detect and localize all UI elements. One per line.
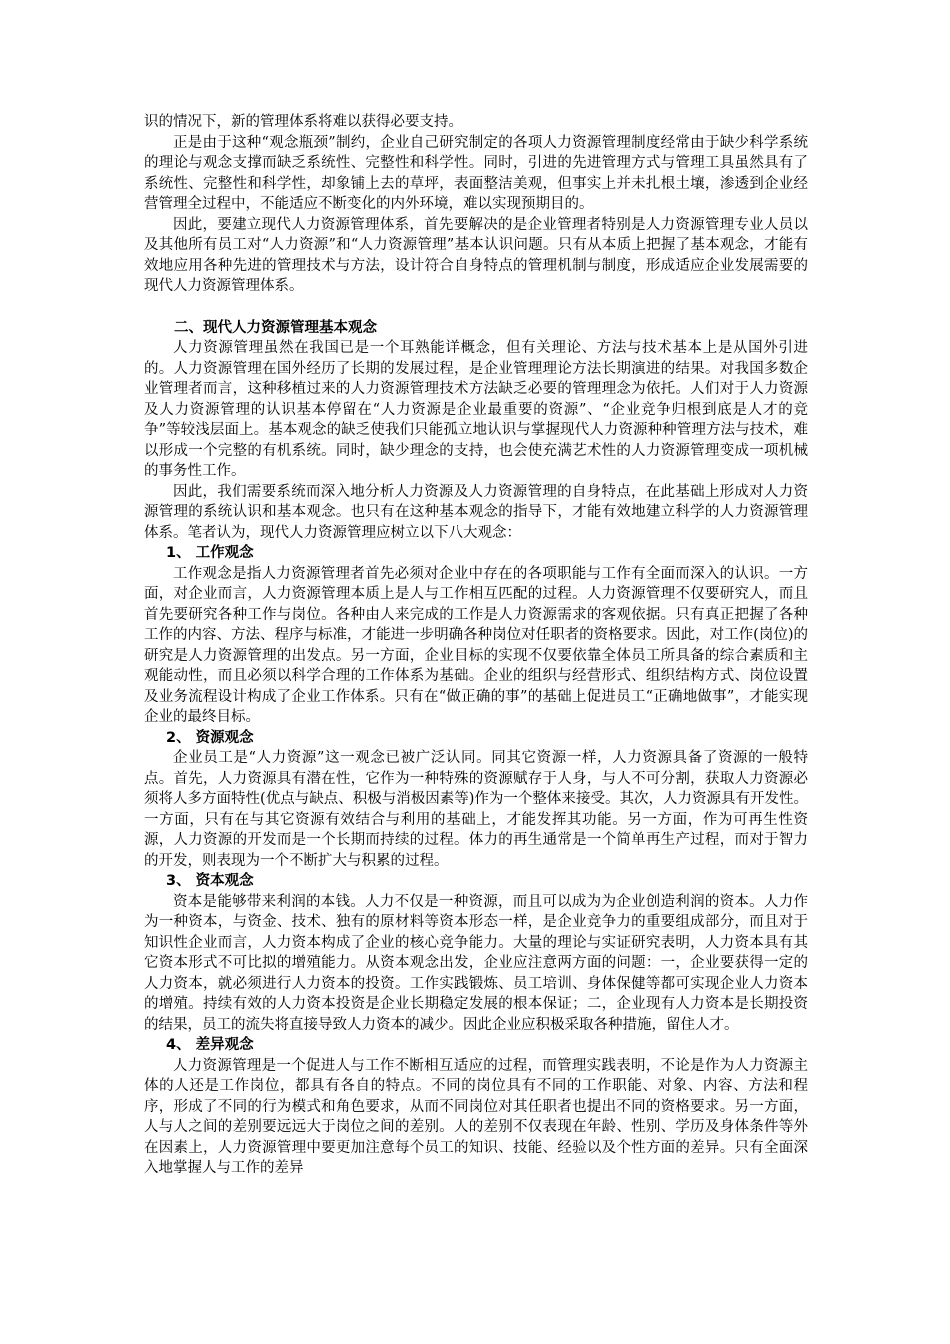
paragraph-difference-concept: 人力资源管理是一个促进人与工作不断相互适应的过程，而管理实践表明，不论是作为人力资源主体的人还是工作岗位，都具有各自的特点。不同的岗位具有不同的工作职能、对象、内容、方法和程序，形成了不同的行为模式和角色要求，从而不同岗位对其任职者也提出不同的资格要求。另一方面，人与人之间的差别要远远大于岗位之间的差别。人的差别不仅表现在年龄、性别、学历及身体条件等外在因素上，人力资源管理中要更加注意每个员工的知识、技能、经验以及个性方面的差异。只有全面深入地掌握人与工作的差异: [144, 1057, 808, 1176]
subheading-capital-concept: 3、 资本观念: [166, 873, 254, 889]
paragraph-concept-bottleneck: 正是由于这种“观念瓶颈”制约，企业自己研究制定的各项人力资源管理制度经常由于缺少科学系统的理论与观念支撑而缺乏系统性、完整性和科学性。同时，引进的先进管理方式与管理工具虽然具有了系统性、完整性和科学性，却象铺上去的草坪，表面整洁美观，但事实上并未扎根土壤，渗透到企业经营管理全过程中，不能适应不断变化的内外环境，难以实现预期目的。: [144, 134, 808, 212]
paragraph-resource-concept: 企业员工是“人力资源”这一观念已被广泛认同。同其它资源一样，人力资源具备了资源的一般特点。首先，人力资源具有潜在性，它作为一种特殊的资源赋存于人身，与人不可分割，获取人力资源必须将人多方面特性(优点与缺点、积极与消极因素等)作为一个整体来接受。其次，人力资源具有开发性。一方面，只有在与其它资源有效结合与利用的基础上，才能发挥其功能。另一方面，作为可再生性资源，人力资源的开发而是一个长期而持续的过程。体力的再生通常是一个简单再生产过程，而对于智力的开发，则表现为一个不断扩大与积累的过程。: [144, 750, 808, 869]
subheading-difference-concept: 4、 差异观念: [166, 1037, 254, 1053]
blank-line: [144, 297, 808, 318]
paragraph-work-concept: 工作观念是指人力资源管理者首先必须对企业中存在的各项职能与工作有全面而深入的认识。一方面，对企业而言，人力资源管理本质上是人与工作相互匹配的过程。人力资源管理不仅要研究人，而且首先要研究各种工作与岗位。各种由人来完成的工作是人力资源需求的客观依据。只有真正把握了各种工作的内容、方法、程序与标准，才能进一步明确各种岗位对任职者的资格要求。因此，对工作(岗位)的研究是人力资源管理的出发点。另一方面，企业目标的实现不仅要依靠全体员工所具备的综合素质和主观能动性，而且必须以科学合理的工作体系为基础。企业的组织与经营形式、组织结构方式、岗位设置及业务流程设计构成了企业工作体系。只有在“做正确的事”的基础上促进员工“正确地做事”，才能实现企业的最终目标。: [144, 565, 808, 725]
paragraph-therefore: 因此，要建立现代人力资源管理体系，首先要解决的是企业管理者特别是人力资源管理专业人员以及其他所有员工对“人力资源”和“人力资源管理”基本认识问题。只有从本质上把握了基本观念，才能有效地应用各种先进的管理技术与方法，设计符合自身特点的管理机制与制度，形成适应企业发展需要的现代人力资源管理体系。: [144, 216, 808, 294]
subheading-resource-concept: 2、 资源观念: [166, 729, 254, 746]
paragraph-intro: 人力资源管理虽然在我国已是一个耳熟能详概念，但有关理论、方法与技术基本上是从国外引进的。人力资源管理在国外经历了长期的发展过程，是企业管理理论方法长期演进的结果。对我国多数企业管理者而言，这种移植过来的人力资源管理技术方法缺乏必要的管理理念为依托。人们对于人力资源及人力资源管理的认识基本停留在“人力资源是企业最重要的资源”、“企业竞争归根到底是人才的竞争”等较浅层面上。基本观念的缺乏使我们只能孤立地认识与掌握现代人力资源种种管理方法与技术，难以形成一个完整的有机系统。同时，缺少理念的支持，也会使充满艺术性的人力资源管理变成一项机械的事务性工作。: [144, 340, 808, 479]
paragraph-eight-concepts: 因此，我们需要系统而深入地分析人力资源及人力资源管理的自身特点，在此基础上形成对人力资源管理的系统认识和基本观念。也只有在这种基本观念的指导下，才能有效地建立科学的人力资源管理体系。笔者认为，现代人力资源管理应树立以下八大观念：: [144, 483, 808, 541]
subheading-work-concept: 1、 工作观念: [166, 545, 254, 561]
section-heading: 二、现代人力资源管理基本观念: [174, 319, 377, 336]
paragraph-continued: 识的情况下，新的管理体系将难以获得必要支持。: [144, 114, 463, 130]
document-page: [144, 112, 808, 1179]
paragraph-capital-concept: 资本是能够带来利润的本钱。人力不仅是一种资源，而且可以成为为企业创造利润的资本。人力作为一种资本，与资金、技术、独有的原材料等资本形态一样，是企业竞争力的重要组成部分，而且对于知识性企业而言，人力资本构成了企业的核心竞争能力。大量的理论与实证研究表明，人力资本具有其它资本形式不可比拟的增殖能力。从资本观念出发，企业应注意两方面的问题：一，企业要获得一定的人力资本，就必须进行人力资本的投资。工作实践锻炼、员工培训、身体保健等都可实现企业人力资本的增殖。持续有效的人力资本投资是企业长期稳定发展的根本保证；二，企业现有人力资本是长期投资的结果，员工的流失将直接导致人力资本的减少。因此企业应积极采取各种措施，留住人才。: [144, 893, 808, 1033]
